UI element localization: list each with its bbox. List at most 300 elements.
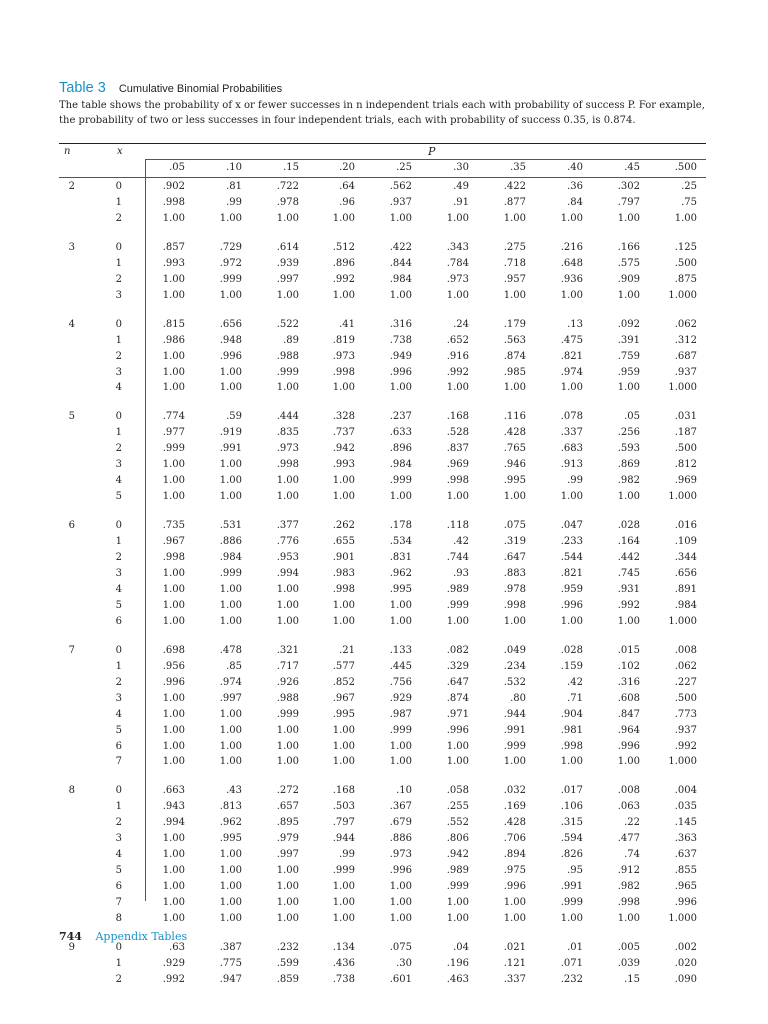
table-row bbox=[0, 849, 768, 861]
probability-cell: .992 bbox=[674, 740, 697, 752]
probability-cell: .896 bbox=[389, 443, 412, 455]
probability-cell: .63 bbox=[169, 941, 185, 953]
probability-cell: .999 bbox=[503, 740, 526, 752]
probability-cell: .929 bbox=[389, 692, 412, 704]
probability-cell: .106 bbox=[560, 801, 583, 813]
probability-cell: .722 bbox=[276, 181, 299, 192]
probability-cell: .10 bbox=[396, 785, 412, 797]
probability-cell: .999 bbox=[162, 443, 185, 455]
probability-cell: .901 bbox=[332, 552, 355, 563]
probability-cell: .995 bbox=[332, 708, 355, 720]
x-value: 6 bbox=[115, 881, 122, 893]
probability-cell: 1.00 bbox=[276, 740, 299, 752]
probability-cell: .387 bbox=[219, 941, 242, 953]
probability-cell: .367 bbox=[389, 801, 412, 813]
probability-cell: .84 bbox=[567, 196, 583, 208]
probability-cell: .500 bbox=[674, 443, 697, 455]
probability-cell: .999 bbox=[389, 475, 412, 487]
probability-cell: .59 bbox=[226, 411, 242, 423]
probability-cell: .477 bbox=[617, 833, 640, 845]
probability-cell: .956 bbox=[162, 660, 185, 672]
probability-cell: .272 bbox=[276, 785, 299, 797]
probability-cell: .987 bbox=[389, 708, 412, 720]
probability-cell: .946 bbox=[503, 459, 526, 471]
table-row bbox=[0, 756, 768, 768]
probability-cell: .996 bbox=[674, 897, 697, 908]
probability-cell: .343 bbox=[446, 241, 469, 253]
probability-cell: 1.00 bbox=[446, 212, 469, 224]
probability-cell: 1.00 bbox=[162, 273, 185, 285]
probability-cell: 1.00 bbox=[332, 740, 355, 752]
probability-cell: .996 bbox=[560, 599, 583, 611]
probability-cell: 1.00 bbox=[446, 491, 469, 503]
probability-cell: .134 bbox=[332, 941, 355, 953]
table-label: Table 3 bbox=[59, 80, 106, 96]
probability-cell: 1.00 bbox=[617, 491, 640, 503]
table-row bbox=[0, 443, 768, 455]
probability-cell: .869 bbox=[617, 459, 640, 471]
probability-cell: 1.00 bbox=[276, 913, 299, 924]
probability-cell: .997 bbox=[276, 273, 299, 285]
x-value: 0 bbox=[115, 785, 122, 797]
x-value: 0 bbox=[115, 941, 122, 953]
probability-cell: 1.00 bbox=[219, 913, 242, 924]
table-row bbox=[0, 274, 768, 286]
probability-cell: .663 bbox=[162, 785, 185, 797]
probability-cell: .735 bbox=[162, 520, 185, 532]
probability-cell: .947 bbox=[219, 973, 242, 985]
probability-cell: .859 bbox=[276, 973, 299, 985]
table-row bbox=[0, 319, 768, 331]
probability-cell: .937 bbox=[674, 366, 697, 378]
probability-cell: .998 bbox=[446, 475, 469, 487]
probability-cell: 1.000 bbox=[668, 382, 697, 394]
table-row bbox=[0, 741, 768, 753]
probability-cell: .05 bbox=[624, 411, 640, 423]
probability-cell: 1.000 bbox=[668, 289, 697, 301]
probability-cell: .047 bbox=[560, 520, 583, 532]
probability-cell: .959 bbox=[560, 583, 583, 595]
probability-cell: 1.00 bbox=[446, 913, 469, 924]
table-row bbox=[0, 958, 768, 970]
probability-cell: .679 bbox=[389, 817, 412, 829]
x-value: 1 bbox=[115, 257, 122, 269]
probability-cell: .563 bbox=[503, 334, 526, 346]
probability-cell: 1.00 bbox=[162, 833, 185, 845]
column-header-n: n bbox=[64, 146, 71, 157]
probability-cell: .904 bbox=[560, 708, 583, 720]
table-description: The table shows the probability of x or fewer successes in n independent trials each with probability of success P. For example, the probability of two or less successes in four independent trials, each with probability of success 0.35, is 0.874. bbox=[59, 100, 705, 126]
probability-cell: .234 bbox=[503, 660, 526, 672]
probability-cell: .232 bbox=[560, 973, 583, 985]
probability-cell: .99 bbox=[567, 475, 583, 487]
probability-cell: .999 bbox=[560, 897, 583, 908]
n-value: 7 bbox=[68, 644, 75, 656]
table-row bbox=[0, 258, 768, 270]
table-row bbox=[0, 552, 768, 564]
probability-cell: 1.00 bbox=[162, 692, 185, 704]
probability-cell: .745 bbox=[617, 567, 640, 579]
probability-cell: .319 bbox=[503, 536, 526, 547]
table-row bbox=[0, 974, 768, 986]
table-row bbox=[0, 290, 768, 302]
n-value: 5 bbox=[68, 411, 75, 423]
probability-cell: .984 bbox=[674, 599, 697, 611]
page-number: 744 bbox=[59, 930, 82, 943]
probability-cell: .957 bbox=[503, 273, 526, 285]
probability-cell: .121 bbox=[503, 957, 526, 969]
probability-cell: .978 bbox=[503, 583, 526, 595]
probability-cell: .391 bbox=[617, 334, 640, 346]
probability-cell: .75 bbox=[681, 196, 697, 208]
p-value-header: .15 bbox=[283, 162, 299, 173]
probability-cell: .883 bbox=[503, 567, 526, 579]
probability-cell: .002 bbox=[674, 941, 697, 953]
probability-cell: 1.00 bbox=[560, 382, 583, 394]
probability-cell: .815 bbox=[162, 318, 185, 330]
probability-cell: 1.00 bbox=[446, 615, 469, 627]
p-value-header: .35 bbox=[510, 162, 526, 173]
probability-cell: .999 bbox=[276, 708, 299, 720]
probability-cell: .428 bbox=[503, 427, 526, 439]
probability-cell: 1.00 bbox=[219, 366, 242, 378]
probability-cell: .989 bbox=[446, 865, 469, 877]
probability-cell: 1.00 bbox=[276, 897, 299, 908]
probability-cell: .233 bbox=[560, 536, 583, 547]
probability-cell: .875 bbox=[674, 273, 697, 285]
probability-cell: .974 bbox=[560, 366, 583, 378]
probability-cell: .145 bbox=[674, 817, 697, 829]
probability-cell: .857 bbox=[162, 241, 185, 253]
probability-cell: .776 bbox=[276, 536, 299, 547]
probability-cell: .886 bbox=[219, 536, 242, 547]
probability-cell: .594 bbox=[560, 833, 583, 845]
x-value: 5 bbox=[115, 724, 122, 736]
probability-cell: 1.00 bbox=[219, 475, 242, 487]
probability-cell: .187 bbox=[674, 427, 697, 439]
probability-cell: 1.00 bbox=[162, 740, 185, 752]
probability-cell: 1.00 bbox=[219, 881, 242, 893]
probability-cell: .42 bbox=[453, 536, 469, 547]
table-row bbox=[0, 427, 768, 439]
probability-cell: .005 bbox=[617, 941, 640, 953]
x-value: 5 bbox=[115, 491, 122, 503]
x-value: 1 bbox=[115, 196, 122, 208]
table-row bbox=[0, 942, 768, 954]
probability-cell: 1.00 bbox=[162, 475, 185, 487]
probability-cell: .24 bbox=[453, 318, 469, 330]
probability-cell: .944 bbox=[503, 708, 526, 720]
probability-cell: .01 bbox=[567, 941, 583, 953]
n-value: 6 bbox=[68, 520, 75, 532]
column-header-x: x bbox=[117, 146, 123, 157]
table-row bbox=[0, 600, 768, 612]
probability-cell: .216 bbox=[560, 241, 583, 253]
probability-cell: .812 bbox=[674, 459, 697, 471]
n-value: 3 bbox=[68, 241, 75, 253]
probability-cell: .328 bbox=[332, 411, 355, 423]
probability-cell: .831 bbox=[389, 552, 412, 563]
probability-cell: .996 bbox=[389, 865, 412, 877]
x-value: 2 bbox=[115, 212, 122, 224]
probability-cell: .988 bbox=[276, 350, 299, 362]
x-value: 2 bbox=[115, 273, 122, 285]
probability-cell: 1.00 bbox=[560, 212, 583, 224]
x-value: 4 bbox=[115, 708, 122, 720]
probability-cell: .964 bbox=[617, 724, 640, 736]
probability-cell: .984 bbox=[389, 459, 412, 471]
probability-cell: .109 bbox=[674, 536, 697, 547]
probability-cell: .738 bbox=[389, 334, 412, 346]
probability-cell: .99 bbox=[339, 849, 355, 861]
probability-cell: .656 bbox=[219, 318, 242, 330]
probability-cell: .687 bbox=[674, 350, 697, 362]
probability-cell: .874 bbox=[446, 692, 469, 704]
probability-cell: .953 bbox=[276, 552, 299, 563]
probability-cell: .993 bbox=[332, 459, 355, 471]
probability-cell: .008 bbox=[617, 785, 640, 797]
probability-cell: 1.000 bbox=[668, 913, 697, 924]
probability-cell: .995 bbox=[503, 475, 526, 487]
x-value: 0 bbox=[115, 644, 122, 656]
probability-cell: .986 bbox=[162, 334, 185, 346]
probability-cell: .965 bbox=[674, 881, 697, 893]
probability-cell: .992 bbox=[446, 366, 469, 378]
probability-cell: 1.00 bbox=[219, 897, 242, 908]
probability-cell: 1.00 bbox=[162, 366, 185, 378]
probability-cell: 1.00 bbox=[219, 615, 242, 627]
probability-cell: .078 bbox=[560, 411, 583, 423]
probability-cell: 1.00 bbox=[276, 756, 299, 768]
footer-section-title: Appendix Tables bbox=[95, 930, 188, 943]
table-row bbox=[0, 677, 768, 689]
probability-cell: .43 bbox=[226, 785, 242, 797]
probability-cell: .949 bbox=[389, 350, 412, 362]
probability-cell: .159 bbox=[560, 660, 583, 672]
probability-cell: .232 bbox=[276, 941, 299, 953]
probability-cell: 1.00 bbox=[560, 913, 583, 924]
probability-cell: 1.00 bbox=[503, 491, 526, 503]
probability-cell: 1.00 bbox=[276, 289, 299, 301]
probability-cell: .996 bbox=[617, 740, 640, 752]
probability-cell: 1.00 bbox=[503, 212, 526, 224]
probability-cell: .937 bbox=[389, 196, 412, 208]
probability-cell: .948 bbox=[219, 334, 242, 346]
probability-cell: .847 bbox=[617, 708, 640, 720]
probability-cell: .168 bbox=[332, 785, 355, 797]
probability-cell: .237 bbox=[389, 411, 412, 423]
probability-cell: 1.00 bbox=[332, 599, 355, 611]
probability-cell: .125 bbox=[674, 241, 697, 253]
p-value-header: .30 bbox=[453, 162, 469, 173]
probability-cell: 1.00 bbox=[219, 708, 242, 720]
probability-cell: .028 bbox=[617, 520, 640, 532]
table-row bbox=[0, 725, 768, 737]
probability-cell: .71 bbox=[567, 692, 583, 704]
probability-cell: 1.000 bbox=[668, 756, 697, 768]
probability-cell: .992 bbox=[617, 599, 640, 611]
probability-cell: 1.00 bbox=[276, 212, 299, 224]
probability-cell: .969 bbox=[446, 459, 469, 471]
probability-cell: .91 bbox=[453, 196, 469, 208]
probability-cell: .729 bbox=[219, 241, 242, 253]
probability-cell: .982 bbox=[617, 475, 640, 487]
probability-cell: 1.00 bbox=[162, 567, 185, 579]
probability-cell: .377 bbox=[276, 520, 299, 532]
probability-cell: 1.00 bbox=[332, 913, 355, 924]
x-value: 4 bbox=[115, 382, 122, 394]
probability-cell: .302 bbox=[617, 181, 640, 192]
probability-cell: 1.00 bbox=[617, 212, 640, 224]
probability-cell: 1.00 bbox=[332, 212, 355, 224]
probability-cell: 1.00 bbox=[446, 289, 469, 301]
probability-cell: .36 bbox=[567, 181, 583, 192]
probability-cell: .806 bbox=[446, 833, 469, 845]
table-row bbox=[0, 459, 768, 471]
probability-cell: 1.00 bbox=[219, 382, 242, 394]
probability-cell: 1.00 bbox=[332, 475, 355, 487]
probability-cell: .015 bbox=[617, 644, 640, 656]
probability-cell: .759 bbox=[617, 350, 640, 362]
probability-cell: .049 bbox=[503, 644, 526, 656]
probability-cell: .797 bbox=[617, 196, 640, 208]
x-value: 2 bbox=[115, 443, 122, 455]
probability-cell: .075 bbox=[503, 520, 526, 532]
probability-cell: .652 bbox=[446, 334, 469, 346]
probability-cell: .648 bbox=[560, 257, 583, 269]
probability-cell: 1.00 bbox=[276, 881, 299, 893]
probability-cell: .500 bbox=[674, 692, 697, 704]
probability-cell: 1.00 bbox=[389, 289, 412, 301]
probability-cell: .179 bbox=[503, 318, 526, 330]
probability-cell: 1.00 bbox=[503, 913, 526, 924]
x-value: 5 bbox=[115, 865, 122, 877]
table-row bbox=[0, 584, 768, 596]
probability-cell: 1.00 bbox=[446, 740, 469, 752]
probability-cell: .49 bbox=[453, 181, 469, 192]
probability-cell: .998 bbox=[162, 552, 185, 563]
probability-cell: .942 bbox=[446, 849, 469, 861]
table-row bbox=[0, 520, 768, 532]
probability-cell: .784 bbox=[446, 257, 469, 269]
probability-cell: .344 bbox=[674, 552, 697, 563]
probability-cell: .532 bbox=[503, 676, 526, 688]
probability-cell: 1.00 bbox=[332, 881, 355, 893]
probability-cell: .995 bbox=[219, 833, 242, 845]
x-value: 3 bbox=[115, 289, 122, 301]
probability-cell: .835 bbox=[276, 427, 299, 439]
probability-cell: .475 bbox=[560, 334, 583, 346]
probability-cell: .99 bbox=[226, 196, 242, 208]
probability-cell: .063 bbox=[617, 801, 640, 813]
probability-cell: .442 bbox=[617, 552, 640, 563]
probability-cell: 1.00 bbox=[332, 491, 355, 503]
probability-cell: .118 bbox=[446, 520, 469, 532]
probability-cell: .528 bbox=[446, 427, 469, 439]
x-value: 1 bbox=[115, 334, 122, 346]
x-value: 1 bbox=[115, 957, 122, 969]
probability-cell: .774 bbox=[162, 411, 185, 423]
probability-cell: 1.00 bbox=[219, 289, 242, 301]
probability-cell: .522 bbox=[276, 318, 299, 330]
x-value: 6 bbox=[115, 615, 122, 627]
probability-cell: .737 bbox=[332, 427, 355, 439]
probability-cell: 1.00 bbox=[560, 756, 583, 768]
probability-cell: .312 bbox=[674, 334, 697, 346]
table-row bbox=[0, 367, 768, 379]
probability-cell: 1.00 bbox=[446, 897, 469, 908]
p-value-header: .20 bbox=[339, 162, 355, 173]
probability-cell: .981 bbox=[560, 724, 583, 736]
x-value: 0 bbox=[115, 318, 122, 330]
probability-cell: 1.00 bbox=[389, 212, 412, 224]
probability-cell: .717 bbox=[276, 660, 299, 672]
probability-cell: .929 bbox=[162, 957, 185, 969]
n-value: 9 bbox=[68, 941, 75, 953]
probability-cell: .698 bbox=[162, 644, 185, 656]
x-value: 3 bbox=[115, 692, 122, 704]
probability-cell: .821 bbox=[560, 350, 583, 362]
probability-cell: .512 bbox=[332, 241, 355, 253]
probability-cell: 1.00 bbox=[219, 724, 242, 736]
probability-cell: 1.00 bbox=[219, 740, 242, 752]
probability-cell: .647 bbox=[446, 676, 469, 688]
probability-cell: .877 bbox=[503, 196, 526, 208]
probability-cell: .21 bbox=[339, 644, 355, 656]
probability-cell: .020 bbox=[674, 957, 697, 969]
probability-cell: .028 bbox=[560, 644, 583, 656]
probability-cell: .942 bbox=[332, 443, 355, 455]
p-value-header: .45 bbox=[624, 162, 640, 173]
probability-cell: .95 bbox=[567, 865, 583, 877]
x-value: 3 bbox=[115, 366, 122, 378]
probability-cell: .164 bbox=[617, 536, 640, 547]
probability-cell: .973 bbox=[446, 273, 469, 285]
probability-cell: .608 bbox=[617, 692, 640, 704]
probability-cell: .973 bbox=[389, 849, 412, 861]
n-value: 2 bbox=[68, 181, 75, 192]
probability-cell: .647 bbox=[503, 552, 526, 563]
probability-cell: .444 bbox=[276, 411, 299, 423]
table-row bbox=[0, 785, 768, 797]
probability-cell: .89 bbox=[283, 334, 299, 346]
probability-cell: .601 bbox=[389, 973, 412, 985]
probability-cell: 1.00 bbox=[389, 913, 412, 924]
probability-cell: .168 bbox=[446, 411, 469, 423]
x-value: 0 bbox=[115, 241, 122, 253]
probability-cell: 1.00 bbox=[162, 881, 185, 893]
probability-cell: .998 bbox=[332, 366, 355, 378]
probability-cell: 1.00 bbox=[389, 599, 412, 611]
probability-cell: .773 bbox=[674, 708, 697, 720]
probability-cell: .891 bbox=[674, 583, 697, 595]
probability-cell: .004 bbox=[674, 785, 697, 797]
probability-cell: .017 bbox=[560, 785, 583, 797]
probability-cell: .813 bbox=[219, 801, 242, 813]
probability-cell: .133 bbox=[389, 644, 412, 656]
probability-cell: .032 bbox=[503, 785, 526, 797]
probability-cell: .593 bbox=[617, 443, 640, 455]
probability-cell: .41 bbox=[339, 318, 355, 330]
probability-cell: .116 bbox=[503, 411, 526, 423]
probability-cell: 1.00 bbox=[219, 491, 242, 503]
table-row bbox=[0, 881, 768, 893]
x-value: 2 bbox=[115, 350, 122, 362]
probability-cell: .102 bbox=[617, 660, 640, 672]
probability-cell: .321 bbox=[276, 644, 299, 656]
probability-cell: .008 bbox=[674, 644, 697, 656]
probability-cell: .999 bbox=[276, 366, 299, 378]
